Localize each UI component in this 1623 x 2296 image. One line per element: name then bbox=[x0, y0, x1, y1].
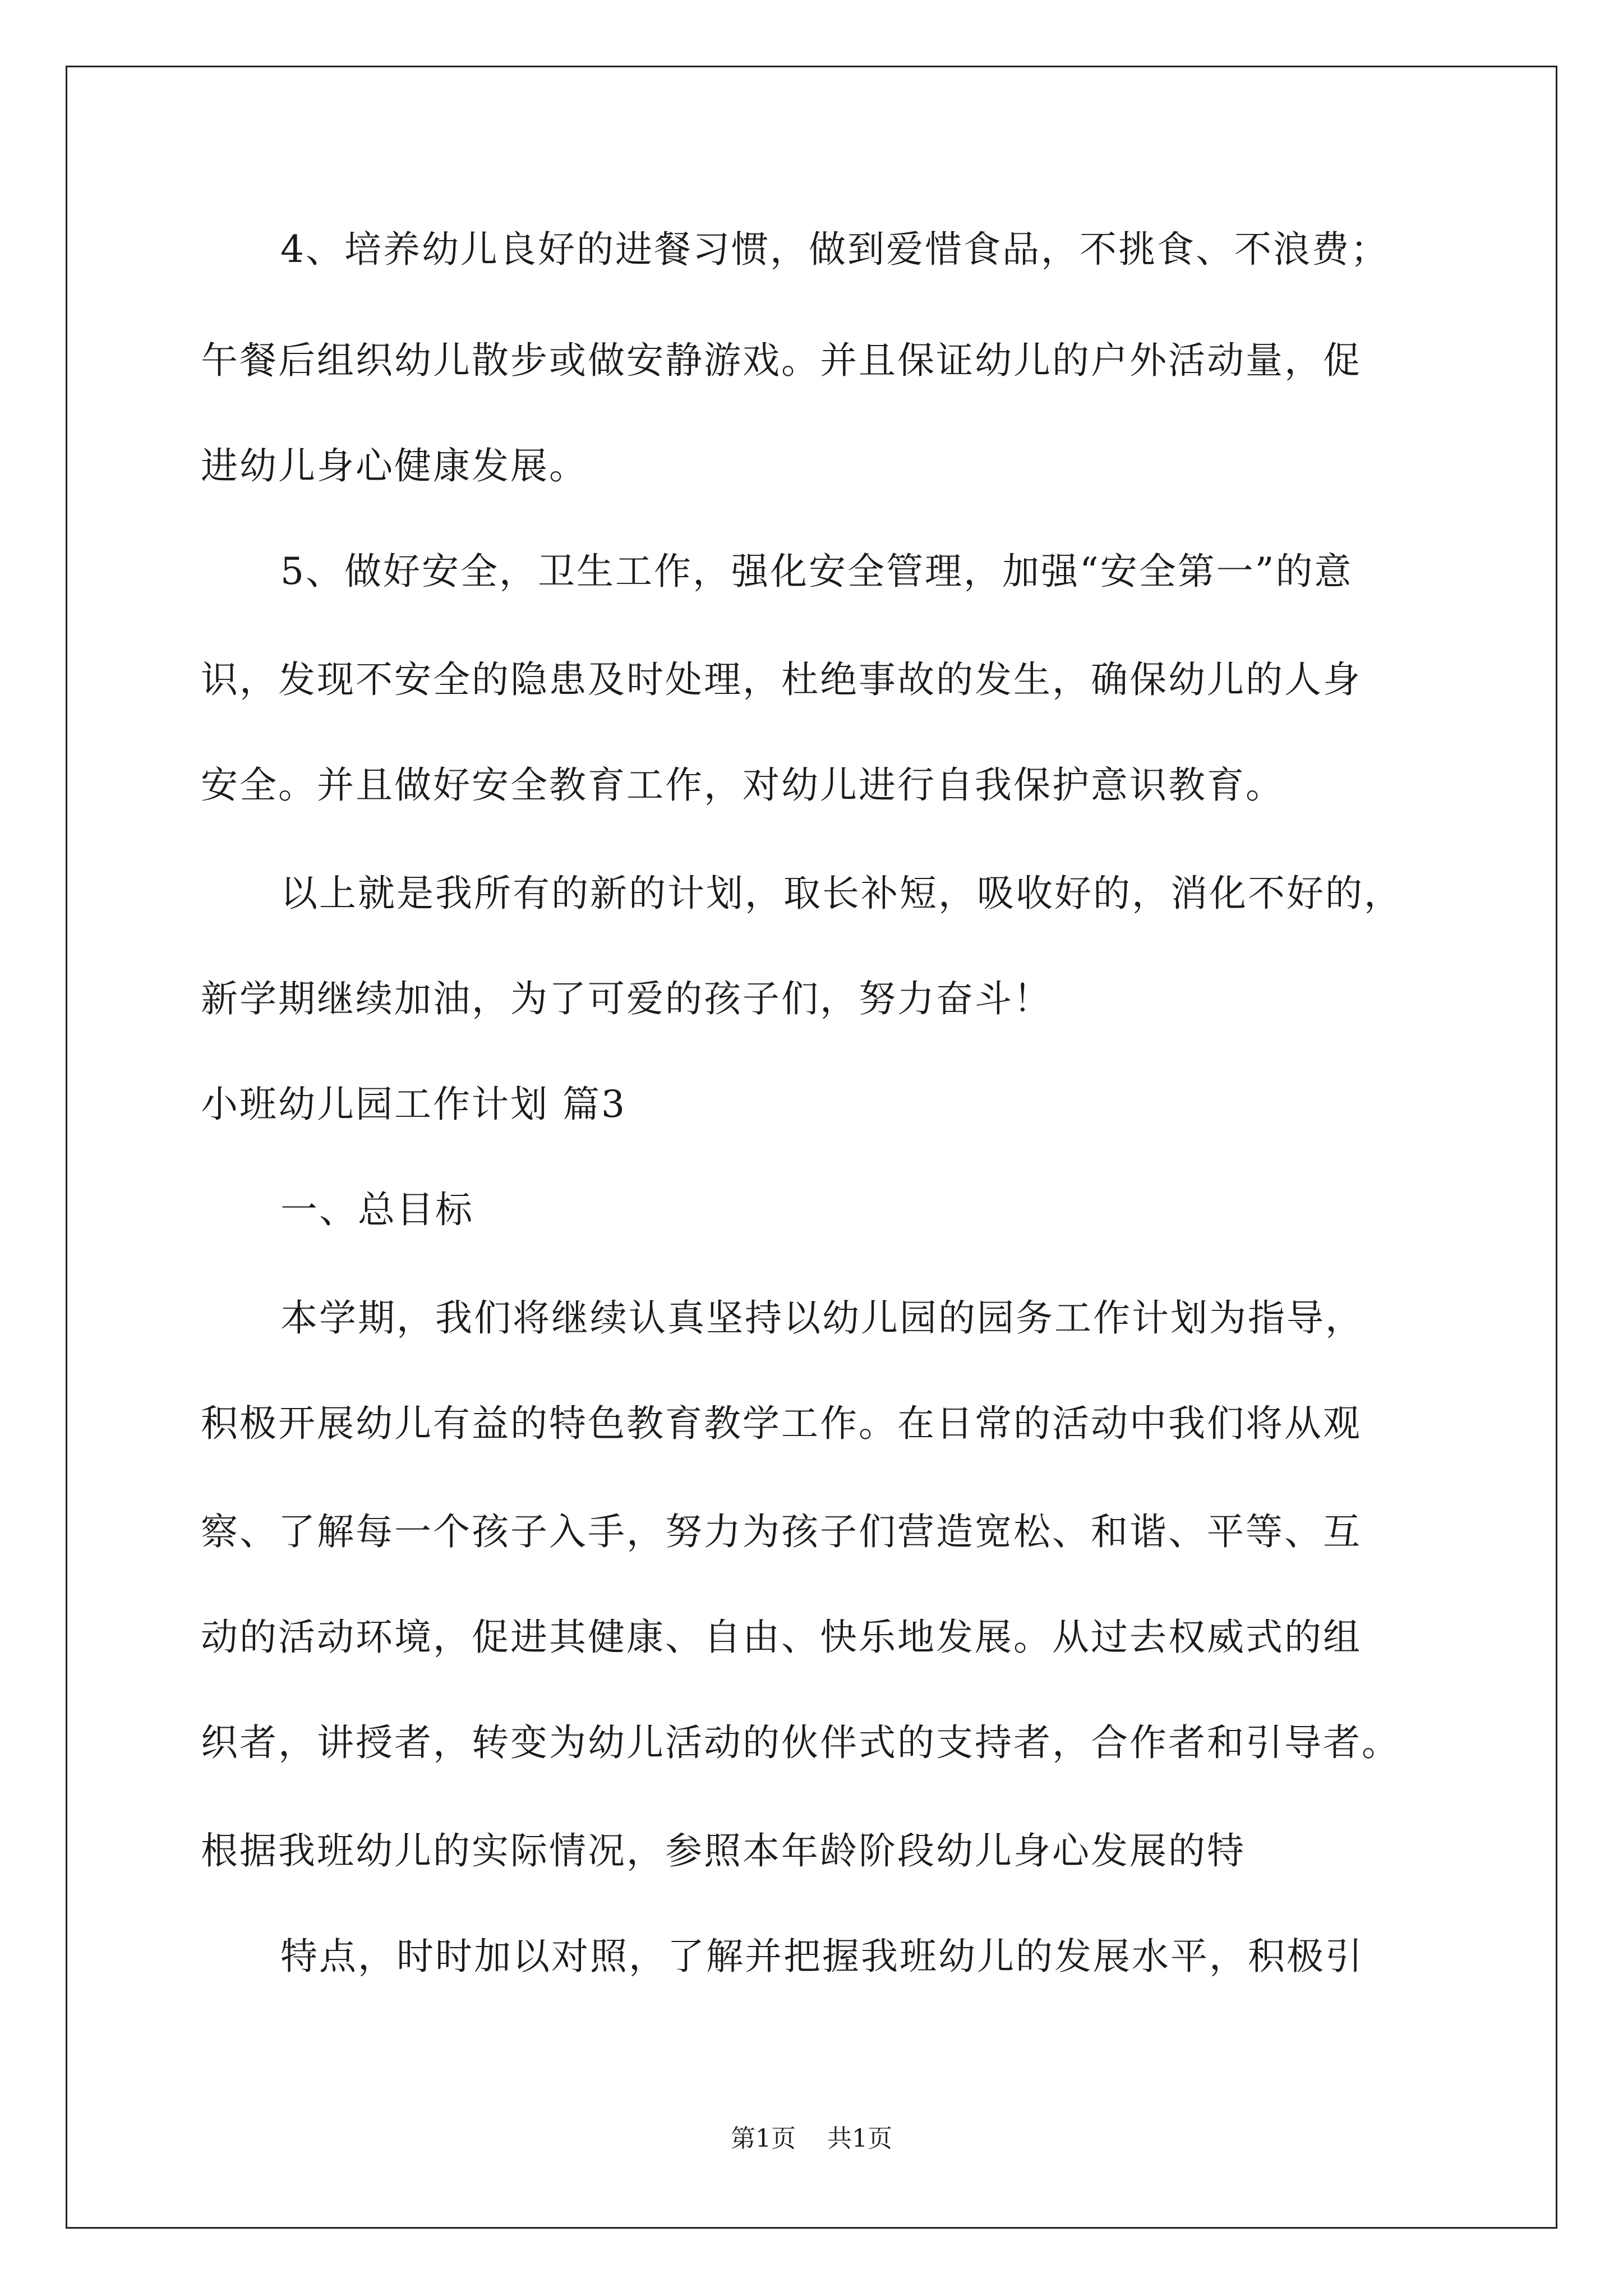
page-number: 第1页 bbox=[731, 2124, 796, 2153]
section-title: 小班幼儿园工作计划 篇3 bbox=[201, 1083, 626, 1126]
page-footer bbox=[0, 2124, 1623, 2154]
paragraph-line: 积极开展幼儿有益的特色教育教学工作。在日常的活动中我们将从观 bbox=[201, 1402, 1362, 1445]
paragraph-line: 午餐后组织幼儿散步或做安静游戏。并且保证幼儿的户外活动量，促 bbox=[201, 339, 1362, 382]
paragraph-line: 安全。并且做好安全教育工作，对幼儿进行自我保护意识教育。 bbox=[201, 763, 1284, 807]
paragraph-line: 动的活动环境，促进其健康、自由、快乐地发展。从过去权威式的组 bbox=[201, 1616, 1362, 1659]
paragraph-line: 以上就是我所有的新的计划，取长补短，吸收好的，消化不好的， bbox=[280, 872, 1403, 915]
paragraph-line: 识，发现不安全的隐患及时处理，杜绝事故的发生，确保幼儿的人身 bbox=[201, 658, 1362, 701]
paragraph-line: 织者，讲授者，转变为幼儿活动的伙伴式的支持者，合作者和引导者。 bbox=[201, 1721, 1400, 1764]
paragraph-line: 进幼儿身心健康发展。 bbox=[201, 444, 588, 487]
paragraph-line: 特点，时时加以对照，了解并把握我班幼儿的发展水平，积极引 bbox=[280, 1935, 1364, 1978]
subsection-heading: 一、总目标 bbox=[280, 1188, 474, 1231]
paragraph-line: 察、了解每一个孩子入手，努力为孩子们营造宽松、和谐、平等、互 bbox=[201, 1510, 1362, 1553]
paragraph-line: 4、培养幼儿良好的进餐习惯，做到爱惜食品，不挑食、不浪费； bbox=[280, 228, 1389, 271]
paragraph-line: 根据我班幼儿的实际情况，参照本年龄阶段幼儿身心发展的特 bbox=[201, 1829, 1246, 1872]
paragraph-line: 新学期继续加油，为了可爱的孩子们，努力奋斗！ bbox=[201, 977, 1052, 1020]
page-border bbox=[66, 66, 1557, 2229]
paragraph-line: 5、做好安全，卫生工作，强化安全管理，加强“安全第一”的意 bbox=[280, 550, 1353, 593]
page-total: 共1页 bbox=[827, 2124, 892, 2153]
paragraph-line: 本学期，我们将继续认真坚持以幼儿园的园务工作计划为指导， bbox=[280, 1296, 1364, 1340]
